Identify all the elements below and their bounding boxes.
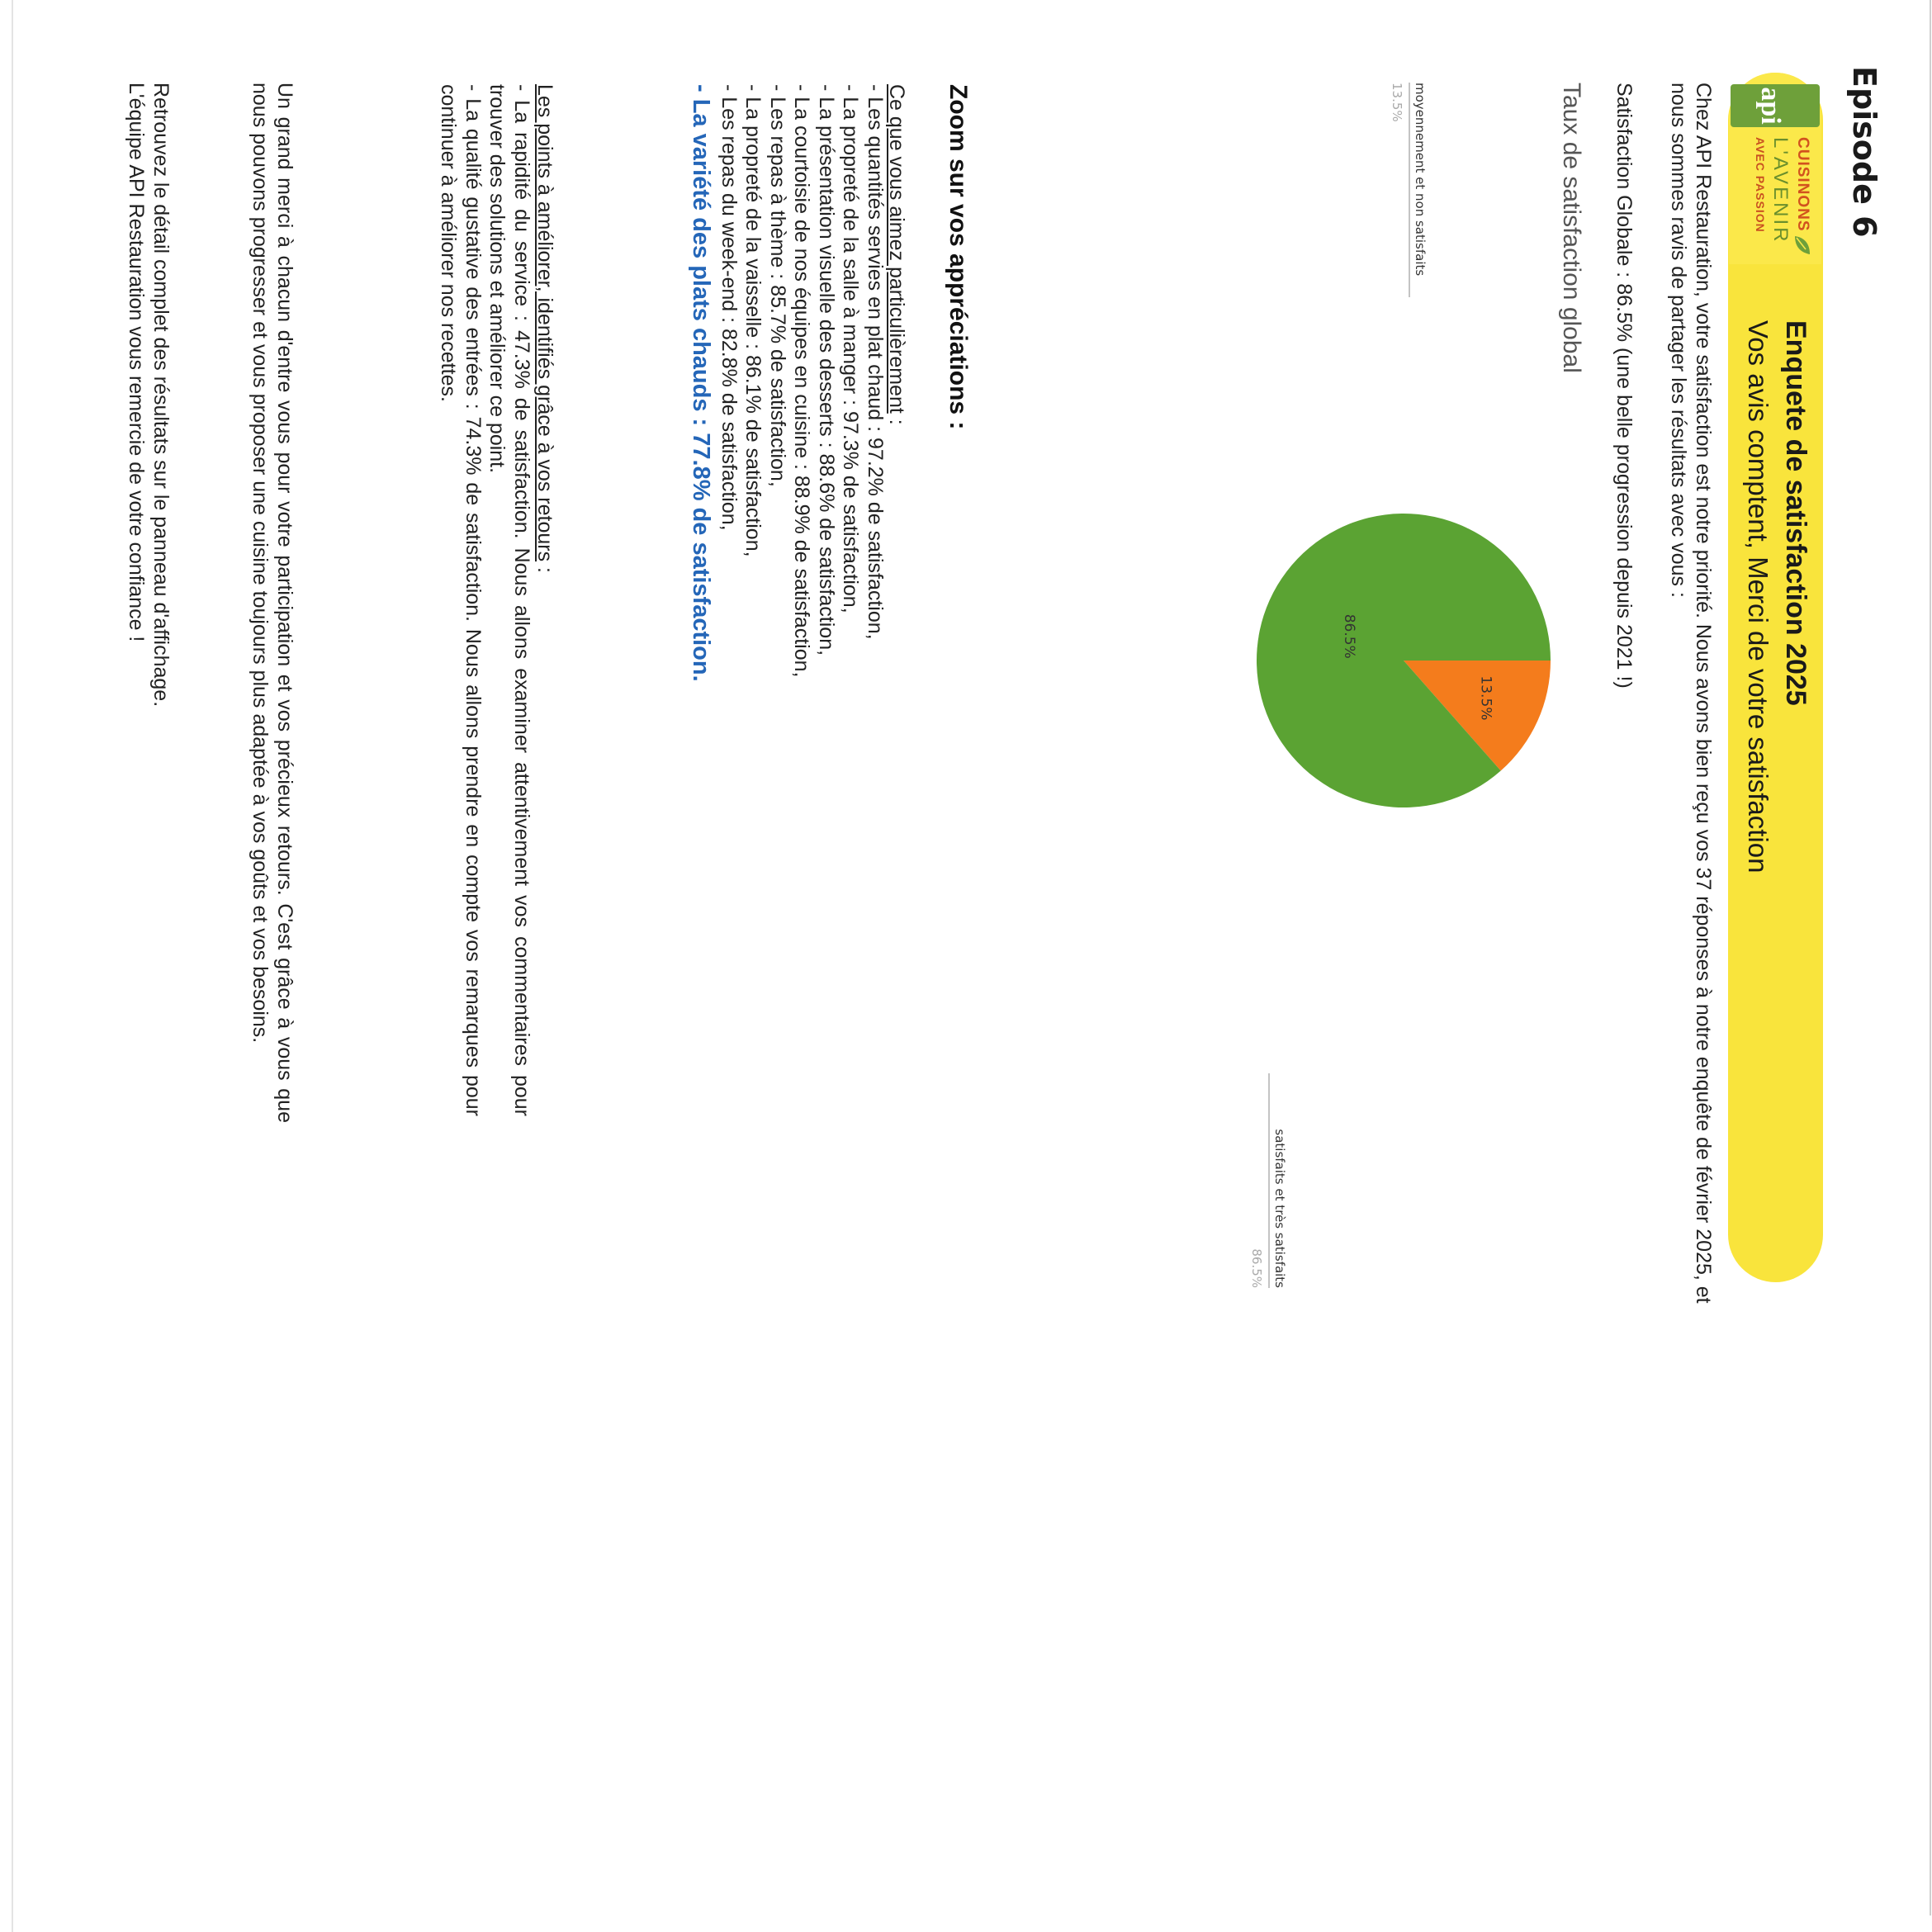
- episode-label: Episode 6: [1846, 66, 1882, 238]
- list-item: - Les quantités servies en plat chaud : 97.2% de satisfaction,: [864, 84, 887, 640]
- closing-paragraph: [124, 83, 173, 1123]
- pie-data-label: 13.5%: [1477, 675, 1494, 721]
- likes-heading-colon: :: [885, 413, 908, 425]
- improve-list: [436, 84, 533, 1116]
- banner-subtitle: Vos avis comptent, Merci de votre satisfaction: [1743, 320, 1773, 874]
- legend-value-big: 86.5%: [1249, 1248, 1264, 1288]
- logo-line-3: AVEC PASSION: [1754, 137, 1767, 233]
- closing-line-2: L'équipe API Restauration vous remercie de votre confiance !: [125, 83, 148, 642]
- appreciations-title: Zoom sur vos appréciations :: [945, 84, 972, 430]
- list-item: - La présentation visuelle des desserts : 88.6% de satisfaction,: [815, 84, 838, 656]
- brand-logo: [1729, 73, 1821, 264]
- improve-heading-text: Les points à améliorer, identifiés grâce à vos retours: [533, 84, 556, 562]
- legend-label-big: satisfaits et très satisfaits: [1272, 1129, 1287, 1288]
- global-satisfaction: Satisfaction Globale : 86.5% (une belle progression depuis 2021 !): [1612, 83, 1636, 689]
- api-logo-mark: api: [1731, 84, 1820, 127]
- scan-edge-bottom: [12, 0, 13, 1932]
- list-item: - La propreté de la salle à manger : 97.3% de satisfaction,: [839, 84, 863, 613]
- banner-title: Enquete de satisfaction 2025: [1780, 320, 1811, 706]
- list-item: - Les repas à thème : 85.7% de satisfaction,: [766, 84, 789, 487]
- satisfaction-pie-chart: [1249, 83, 1560, 1288]
- scan-edge-top: [1930, 0, 1931, 1915]
- list-item: - Les repas du week-end : 82.8% de satisfaction,: [717, 84, 741, 531]
- closing-line-1: Retrouvez le détail complet des résultats sur le panneau d'affichage.: [149, 83, 173, 708]
- intro-paragraph: Chez API Restauration, votre satisfaction est notre priorité. Nous avons bien reçu vos 37 réponses à notre enquête de février 2025, et nous sommes ravis de partager les résultats avec vous :: [1667, 83, 1715, 1304]
- legend-value-small: 13.5%: [1390, 83, 1404, 122]
- chart-title: Taux de satisfaction global: [1558, 83, 1585, 373]
- thanks-paragraph: Un grand merci à chacun d'entre vous pour votre participation et vos précieux retours. C'est grâce à vous que nous pouvons progresser et vous proposer une cuisine toujours plus adaptée à vos goûts et vos besoins.: [249, 83, 296, 1123]
- list-item: - La rapidité du service : 47.3% de satisfaction. Nous allons examiner attentivement vos commentaires pour trouver des solutions et améliorer ce point.: [485, 84, 533, 1116]
- list-item: - La courtoisie de nos équipes en cuisine : 88.9% de satisfaction,: [790, 84, 814, 678]
- highlight-item: - La variété des plats chauds : 77.8% de satisfaction.: [688, 84, 715, 682]
- leaf-icon: [1793, 234, 1811, 256]
- likes-list: [687, 84, 888, 1240]
- likes-heading: [884, 84, 908, 425]
- improve-heading-colon: :: [533, 561, 556, 573]
- list-item: - La propreté de la vaisselle : 86.1% de satisfaction,: [741, 84, 765, 557]
- legend-label-small: moyennement et non satisfaits: [1413, 83, 1428, 277]
- list-item: - La qualité gustative des entrées : 74.3% de satisfaction. Nous allons prendre en compte vos remarques pour continuer à améliorer nos recettes.: [437, 84, 485, 1116]
- likes-heading-text: Ce que vous aimez particulièrement: [885, 84, 908, 414]
- title-banner: [1728, 73, 1823, 1282]
- logo-line-2: L'AVENIR: [1769, 137, 1792, 244]
- pie-data-label: 86.5%: [1341, 613, 1358, 659]
- logo-line-1: CUISINONS: [1794, 137, 1811, 232]
- improve-heading: [533, 84, 556, 573]
